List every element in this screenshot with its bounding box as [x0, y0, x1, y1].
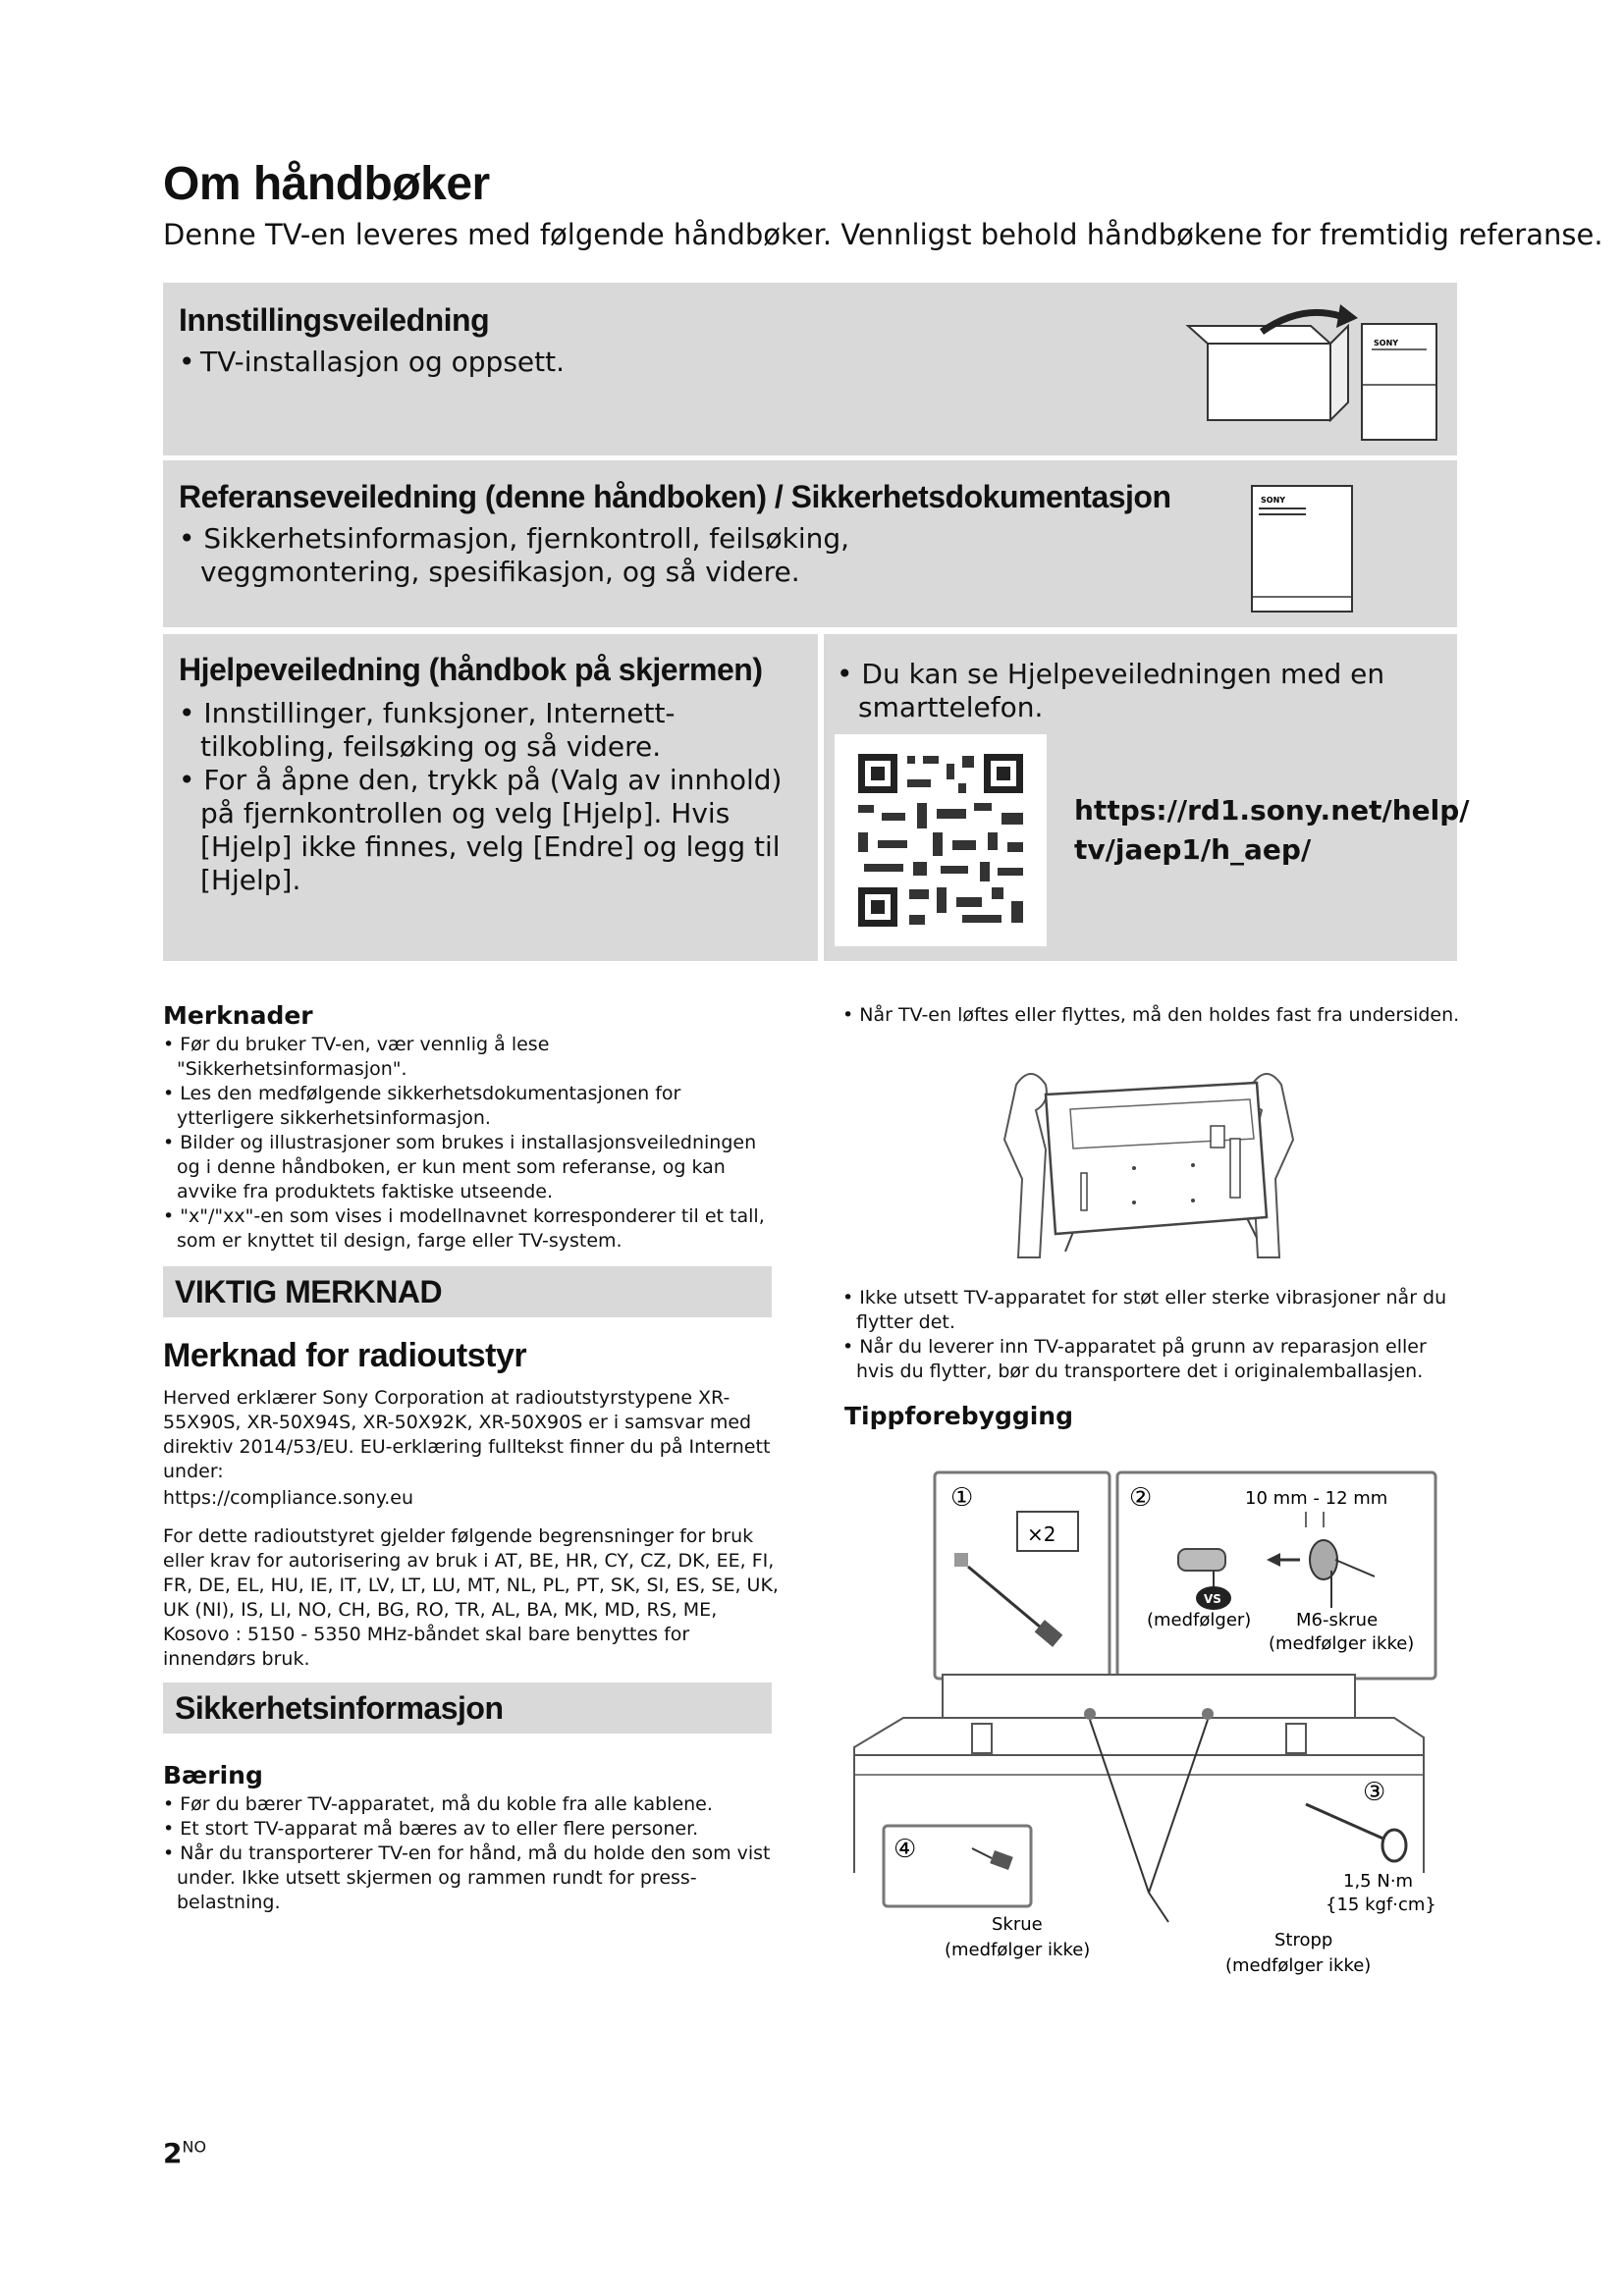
manual-bullet: • TV-installasjon og oppsett.	[179, 346, 565, 378]
m6-label: M6-skrue	[1296, 1610, 1379, 1630]
smartphone-text: • Du kan se Hjelpeveiledningen med en smarttelefon.	[837, 658, 1385, 723]
dimension-label: 10 mm - 12 mm	[1245, 1488, 1388, 1509]
supplied-label: (medfølger)	[1147, 1610, 1252, 1630]
m6-not-supplied-label: (medfølger ikke)	[1269, 1633, 1415, 1654]
step-1-label: ①	[950, 1483, 974, 1513]
manual-heading-setup: Innstillingsveiledning	[179, 302, 490, 338]
strap-label: Stropp	[1274, 1930, 1333, 1950]
safety-band: Sikkerhetsinformasjon	[163, 1682, 772, 1734]
carry-heading: Bæring	[163, 1761, 263, 1789]
vs-badge: VS	[1204, 1592, 1221, 1606]
torque-kgf-label: {15 kgf·cm}	[1326, 1895, 1436, 1915]
tip-heading: Tippforebygging	[844, 1402, 1073, 1430]
notes-list: • Før du bruker TV-en, vær vennlig å lese "Sikkerhetsinformasjon". • Les den medfølgende sikkerhetsdokumentasjonen for ytterligere sikkerhetsinformasjon. • Bilder og illustrasjoner som brukes i installasjonsveiledningen og i denne håndboken, er kun ment som referanse, og kan avvike fra produktets faktiske utseende. • "x"/"xx"-en som vises i modellnavnet korresponderer til et tall, som er knyttet til design, farge eller TV-system.	[163, 1034, 765, 1252]
manual-heading-help: Hjelpeveiledning (håndbok på skjermen)	[179, 652, 763, 687]
carry-list: • Før du bærer TV-apparatet, må du koble fra alle kablene. • Et stort TV-apparat må bæres av to eller flere personer. • Når du transporterer TV-en for hånd, må du holde den som vist under. Ikke utsett skjermen og rammen rundt for press-belastning.	[163, 1793, 771, 1913]
important-band: VIKTIG MERKNAD	[163, 1266, 772, 1317]
page-number: $2^{NO}$	[163, 2137, 207, 2169]
tip-prevention-diagram	[844, 1461, 1463, 2001]
step-3-label: ③	[1363, 1778, 1386, 1807]
book-brand: SONY	[1374, 339, 1399, 347]
help-url[interactable]: https://rd1.sony.net/help/ tv/jaep1/h_aep/	[1074, 794, 1470, 866]
step-4-label: ④	[893, 1835, 917, 1864]
book-brand: SONY	[1261, 496, 1286, 505]
intro-text: Denne TV-en leveres med følgende håndbøker. Vennligst behold håndbøkene for fremtidig referanse.	[163, 218, 1603, 251]
manual-bullets-help: • Innstillinger, funksjoner, Internett-tilkobling, feilsøking og så videre. • For å åpne den, trykk på (Valg av innhold) på fjernkontrollen og velg [Hjelp]. Hvis [Hjelp] ikke finnes, velg [Endre] og legg til [Hjelp].	[179, 697, 783, 896]
two-person-carry-illustration	[987, 1055, 1321, 1276]
screw-not-supplied-label: (medfølger ikke)	[945, 1940, 1091, 1960]
box-and-guide-illustration	[1183, 304, 1448, 442]
qr-code	[835, 734, 1047, 946]
reference-book-icon	[1247, 481, 1357, 618]
shock-list: • Ikke utsett TV-apparatet for støt eller sterke vibrasjoner når du flytter det. • Når du leverer inn TV-apparatet på grunn av reparasjon eller hvis du flytter, bør du transportere det i originalemballasjen.	[842, 1287, 1447, 1382]
strap-not-supplied-label: (medfølger ikke)	[1225, 1955, 1372, 1976]
lift-note: • Når TV-en løftes eller flyttes, må den holdes fast fra undersiden.	[842, 1004, 1460, 1026]
manual-bullet: • Sikkerhetsinformasjon, fjernkontroll, feilsøking, veggmontering, spesifikasjon, og så videre.	[179, 522, 850, 588]
page-title: Om håndbøker	[163, 158, 490, 210]
manual-heading-reference: Referanseveiledning (denne håndboken) / Sikkerhetsdokumentasjon	[179, 479, 1171, 514]
notes-heading: Merknader	[163, 1001, 313, 1030]
radio-text: Herved erklærer Sony Corporation at radioutstyrstypene XR-55X90S, XR-50X94S, XR-50X92K, XR-50X90S er i samsvar med direktiv 2014/53/EU. EU-erklæring fulltekst finner du på Internett under: https://compliance.sony.eu For dette radioutstyret gjelder følgende begrensninger for bruk eller krav for autorisering av bruk i AT, BE, HR, CY, CZ, DK, EE, FI, FR, DE, EL, HU, IE, IT, LV, LT, LU, MT, NL, PL, PT, SK, SI, ES, SE, UK, UK (NI), IS, LI, NO, CH, BG, RO, TR, AL, BA, MK, MD, RS, ME, Kosovo : 5150 - 5350 MHz-båndet skal bare benyttes for innendørs bruk.	[163, 1387, 779, 1670]
radio-heading: Merknad for radioutstyr	[163, 1337, 527, 1374]
step-2-label: ②	[1129, 1483, 1153, 1513]
torque-label: 1,5 N·m	[1343, 1871, 1414, 1892]
screw-label: Skrue	[992, 1914, 1043, 1935]
screw-count-label: ×2	[1027, 1522, 1056, 1546]
